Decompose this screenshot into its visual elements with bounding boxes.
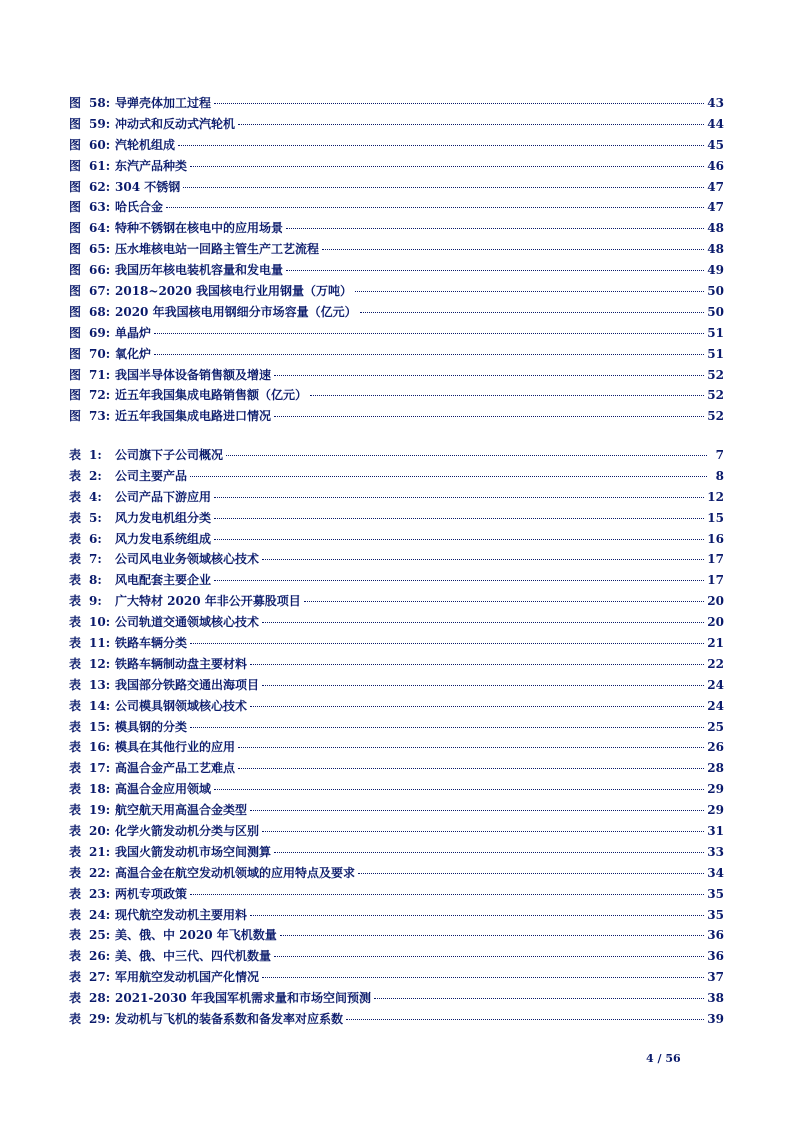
table-number: 17: — [89, 761, 111, 776]
dot-leader — [214, 518, 704, 519]
figure-page-number: 50 — [707, 304, 724, 319]
figure-page-number: 52 — [707, 388, 724, 403]
figure-number: 70: — [89, 346, 111, 361]
dot-leader — [322, 249, 704, 250]
table-page-number: 20 — [707, 615, 724, 630]
figure-title: 氧化炉 — [115, 346, 152, 361]
figure-entry[interactable] — [69, 303, 724, 324]
figure-prefix: 图 — [69, 263, 82, 278]
table-prefix: 表 — [69, 552, 82, 567]
dot-leader — [214, 789, 704, 790]
table-entry[interactable] — [69, 1010, 724, 1031]
table-title: 高温合金在航空发动机领域的应用特点及要求 — [115, 865, 356, 880]
table-entry[interactable] — [69, 759, 724, 780]
table-entry[interactable] — [69, 885, 724, 906]
figure-number: 69: — [89, 325, 111, 340]
table-title: 高温合金应用领域 — [115, 782, 212, 797]
table-title: 军用航空发动机国产化情况 — [115, 970, 260, 985]
table-page-number: 16 — [707, 531, 724, 546]
table-prefix: 表 — [69, 740, 82, 755]
figure-title: 导弹壳体加工过程 — [115, 96, 212, 110]
figure-title: 我国历年核电装机容量和发电量 — [115, 263, 284, 278]
figure-page-number: 47 — [707, 200, 724, 215]
table-number: 21: — [89, 844, 111, 859]
table-title: 模具在其他行业的应用 — [115, 740, 236, 755]
table-prefix: 表 — [69, 615, 82, 630]
table-entry[interactable] — [69, 550, 724, 571]
table-title: 公司模具钢领域核心技术 — [115, 698, 248, 713]
figure-prefix: 图 — [69, 284, 82, 299]
table-page-number: 36 — [707, 949, 724, 964]
table-prefix: 表 — [69, 573, 82, 588]
table-page-number: 26 — [707, 740, 724, 755]
figure-prefix: 图 — [69, 367, 82, 382]
dot-leader — [250, 706, 704, 707]
dot-leader — [214, 539, 704, 540]
table-number: 23: — [89, 886, 111, 901]
dot-leader — [178, 145, 704, 146]
figure-entry[interactable] — [69, 366, 724, 387]
table-entry[interactable] — [69, 738, 724, 759]
table-entry[interactable] — [69, 446, 724, 467]
table-entry[interactable] — [69, 467, 724, 488]
figure-number: 62: — [89, 179, 111, 194]
table-entry[interactable] — [69, 780, 724, 801]
table-page-number: 24 — [707, 698, 724, 713]
table-number: 9: — [89, 594, 102, 609]
dot-leader — [304, 601, 705, 602]
table-entry[interactable] — [69, 530, 724, 551]
table-number: 15: — [89, 719, 111, 734]
table-title: 我国火箭发动机市场空间测算 — [115, 844, 272, 859]
table-page-number: 25 — [707, 719, 724, 734]
figure-number: 59: — [89, 116, 111, 131]
dot-leader — [346, 1019, 704, 1020]
dot-leader — [374, 998, 704, 999]
table-number: 12: — [89, 656, 111, 671]
table-number: 19: — [89, 803, 111, 818]
figure-title: 2018~2020 我国核电行业用钢量（万吨） — [115, 284, 353, 299]
figure-page-number: 46 — [707, 158, 724, 173]
figure-title: 特种不锈钢在核电中的应用场景 — [115, 221, 284, 236]
table-page-number: 37 — [707, 970, 724, 985]
total-pages: 56 — [665, 1052, 681, 1065]
table-prefix: 表 — [69, 448, 82, 462]
figure-prefix: 图 — [69, 96, 82, 110]
table-title: 美、俄、中三代、四代机数量 — [115, 949, 272, 964]
dot-leader — [238, 768, 704, 769]
table-number: 5: — [89, 510, 102, 525]
table-prefix: 表 — [69, 970, 82, 985]
table-list — [69, 446, 724, 1031]
table-title: 广大特材 2020 年非公开募股项目 — [115, 594, 301, 609]
figure-title: 压水堆核电站一回路主管生产工艺流程 — [115, 242, 320, 257]
table-entry[interactable] — [69, 655, 724, 676]
table-page-number: 28 — [707, 761, 724, 776]
figure-entry[interactable] — [69, 386, 724, 407]
dot-leader — [286, 270, 704, 271]
table-prefix: 表 — [69, 489, 82, 504]
table-prefix: 表 — [69, 1012, 82, 1027]
figure-prefix: 图 — [69, 388, 82, 403]
dot-leader — [355, 291, 704, 292]
dot-leader — [250, 810, 704, 811]
dot-leader — [190, 166, 704, 167]
table-title: 高温合金产品工艺难点 — [115, 761, 236, 776]
table-prefix: 表 — [69, 594, 82, 609]
figure-prefix: 图 — [69, 200, 82, 215]
table-number: 2: — [89, 468, 102, 483]
figure-page-number: 51 — [707, 325, 724, 340]
dot-leader — [154, 354, 704, 355]
figure-entry[interactable] — [69, 115, 724, 136]
table-number: 11: — [89, 636, 111, 651]
table-entry[interactable] — [69, 926, 724, 947]
figure-entry[interactable] — [69, 324, 724, 345]
dot-leader — [262, 685, 704, 686]
table-title: 现代航空发动机主要用料 — [115, 907, 248, 922]
figure-page-number: 49 — [707, 263, 724, 278]
table-entry[interactable] — [69, 822, 724, 843]
table-number: 29: — [89, 1012, 111, 1027]
table-prefix: 表 — [69, 510, 82, 525]
figure-prefix: 图 — [69, 158, 82, 173]
table-prefix: 表 — [69, 928, 82, 943]
figure-title: 汽轮机组成 — [115, 137, 176, 152]
figure-number: 63: — [89, 200, 111, 215]
figure-number: 68: — [89, 304, 111, 319]
table-number: 26: — [89, 949, 111, 964]
dot-leader — [250, 664, 704, 665]
figure-prefix: 图 — [69, 325, 82, 340]
table-page-number: 22 — [707, 656, 724, 671]
figure-entry[interactable] — [69, 282, 724, 303]
table-prefix: 表 — [69, 698, 82, 713]
dot-leader — [190, 894, 704, 895]
figure-prefix: 图 — [69, 409, 82, 424]
figure-entry[interactable] — [69, 407, 724, 428]
table-title: 化学火箭发动机分类与区别 — [115, 824, 260, 839]
dot-leader — [166, 207, 704, 208]
dot-leader — [310, 395, 704, 396]
dot-leader — [262, 559, 704, 560]
figure-number: 73: — [89, 409, 111, 424]
figure-entry[interactable] — [69, 198, 724, 219]
figure-number: 60: — [89, 137, 111, 152]
table-number: 18: — [89, 782, 111, 797]
dot-leader — [214, 103, 704, 104]
table-title: 铁路车辆制动盘主要材料 — [115, 656, 248, 671]
dot-leader — [238, 124, 704, 125]
table-number: 22: — [89, 865, 111, 880]
table-entry[interactable] — [69, 989, 724, 1010]
table-number: 4: — [89, 489, 102, 504]
dot-leader — [190, 643, 704, 644]
figure-page-number: 47 — [707, 179, 724, 194]
figure-title: 304 不锈钢 — [115, 179, 181, 194]
dot-leader — [262, 977, 704, 978]
table-entry[interactable] — [69, 592, 724, 613]
figure-prefix: 图 — [69, 242, 82, 257]
figure-title: 近五年我国集成电路销售额（亿元） — [115, 388, 308, 403]
table-entry[interactable] — [69, 634, 724, 655]
dot-leader — [226, 455, 707, 456]
table-prefix: 表 — [69, 844, 82, 859]
dot-leader — [214, 580, 704, 581]
figure-page-number: 48 — [707, 242, 724, 257]
table-page-number: 21 — [707, 636, 724, 651]
table-page-number: 35 — [707, 886, 724, 901]
page-separator: / — [657, 1052, 662, 1065]
table-number: 14: — [89, 698, 111, 713]
figure-entry[interactable] — [69, 219, 724, 240]
table-page-number: 34 — [707, 865, 724, 880]
figure-entry[interactable] — [69, 157, 724, 178]
figure-title: 我国半导体设备销售额及增速 — [115, 367, 272, 382]
dot-leader — [274, 956, 704, 957]
table-title: 模具钢的分类 — [115, 719, 188, 734]
table-prefix: 表 — [69, 468, 82, 483]
dot-leader — [280, 935, 705, 936]
table-page-number: 29 — [707, 803, 724, 818]
table-number: 8: — [89, 573, 102, 588]
dot-leader — [183, 187, 704, 188]
dot-leader — [360, 312, 705, 313]
table-title: 公司产品下游应用 — [115, 489, 212, 504]
table-number: 27: — [89, 970, 111, 985]
figure-number: 65: — [89, 242, 111, 257]
figure-list — [69, 94, 724, 428]
table-entry[interactable] — [69, 613, 724, 634]
dot-leader — [274, 852, 704, 853]
figure-entry[interactable] — [69, 261, 724, 282]
table-entry[interactable] — [69, 697, 724, 718]
table-prefix: 表 — [69, 531, 82, 546]
figure-title: 东汽产品种类 — [115, 158, 188, 173]
table-title: 美、俄、中 2020 年飞机数量 — [115, 928, 277, 943]
table-title: 两机专项政策 — [115, 886, 188, 901]
table-title: 公司主要产品 — [115, 468, 188, 483]
figure-page-number: 45 — [707, 137, 724, 152]
table-page-number: 33 — [707, 844, 724, 859]
table-page-number: 17 — [707, 552, 724, 567]
dot-leader — [274, 375, 704, 376]
table-prefix: 表 — [69, 761, 82, 776]
table-page-number: 7 — [715, 448, 724, 462]
table-page-number: 15 — [707, 510, 724, 525]
table-title: 2021-2030 年我国军机需求量和市场空间预测 — [115, 991, 371, 1006]
figure-page-number: 51 — [707, 346, 724, 361]
figure-page-number: 43 — [707, 96, 724, 110]
dot-leader — [250, 915, 704, 916]
table-prefix: 表 — [69, 949, 82, 964]
table-page-number: 31 — [707, 824, 724, 839]
dot-leader — [190, 476, 707, 477]
table-entry[interactable] — [69, 968, 724, 989]
table-entry[interactable] — [69, 843, 724, 864]
table-prefix: 表 — [69, 886, 82, 901]
table-title: 公司旗下子公司概况 — [115, 448, 224, 462]
table-page-number: 39 — [707, 1012, 724, 1027]
table-prefix: 表 — [69, 656, 82, 671]
table-title: 风力发电系统组成 — [115, 531, 212, 546]
figure-number: 67: — [89, 284, 111, 299]
dot-leader — [286, 228, 704, 229]
table-number: 28: — [89, 991, 111, 1006]
table-page-number: 35 — [707, 907, 724, 922]
figure-number: 64: — [89, 221, 111, 236]
figure-title: 近五年我国集成电路进口情况 — [115, 409, 272, 424]
figure-page-number: 52 — [707, 409, 724, 424]
dot-leader — [238, 747, 704, 748]
figure-entry[interactable] — [69, 178, 724, 199]
figure-title: 哈氏合金 — [115, 200, 164, 215]
figure-number: 58: — [89, 96, 111, 110]
dot-leader — [274, 416, 704, 417]
table-number: 16: — [89, 740, 111, 755]
dot-leader — [358, 873, 704, 874]
table-page-number: 17 — [707, 573, 724, 588]
figure-entry[interactable] — [69, 136, 724, 157]
figure-prefix: 图 — [69, 137, 82, 152]
table-title: 我国部分铁路交通出海项目 — [115, 677, 260, 692]
table-title: 风电配套主要企业 — [115, 573, 212, 588]
table-prefix: 表 — [69, 907, 82, 922]
table-entry[interactable] — [69, 509, 724, 530]
table-number: 10: — [89, 615, 111, 630]
table-page-number: 36 — [707, 928, 724, 943]
figure-prefix: 图 — [69, 346, 82, 361]
table-entry[interactable] — [69, 718, 724, 739]
dot-leader — [262, 622, 704, 623]
table-entry[interactable] — [69, 488, 724, 509]
figure-prefix: 图 — [69, 221, 82, 236]
figure-number: 66: — [89, 263, 111, 278]
table-page-number: 29 — [707, 782, 724, 797]
figure-entry[interactable] — [69, 240, 724, 261]
table-page-number: 20 — [707, 594, 724, 609]
table-entry[interactable] — [69, 801, 724, 822]
table-number: 20: — [89, 824, 111, 839]
table-prefix: 表 — [69, 991, 82, 1006]
table-number: 6: — [89, 531, 102, 546]
figure-page-number: 44 — [707, 116, 724, 131]
dot-leader — [214, 497, 704, 498]
figure-number: 61: — [89, 158, 111, 173]
table-title: 公司风电业务领域核心技术 — [115, 552, 260, 567]
table-number: 7: — [89, 552, 102, 567]
figure-title: 2020 年我国核电用钢细分市场容量（亿元） — [115, 304, 357, 319]
table-title: 航空航天用高温合金类型 — [115, 803, 248, 818]
table-entry[interactable] — [69, 947, 724, 968]
figure-number: 71: — [89, 367, 111, 382]
table-prefix: 表 — [69, 865, 82, 880]
figure-page-number: 50 — [707, 284, 724, 299]
figure-page-number: 52 — [707, 367, 724, 382]
figure-entry[interactable] — [69, 94, 724, 115]
table-entry[interactable] — [69, 676, 724, 697]
table-page-number: 24 — [707, 677, 724, 692]
table-prefix: 表 — [69, 803, 82, 818]
dot-leader — [154, 333, 704, 334]
dot-leader — [262, 831, 704, 832]
figure-prefix: 图 — [69, 179, 82, 194]
current-page-number: 4 — [646, 1052, 654, 1065]
table-title: 铁路车辆分类 — [115, 636, 188, 651]
table-prefix: 表 — [69, 824, 82, 839]
dot-leader — [190, 727, 704, 728]
table-entry[interactable] — [69, 571, 724, 592]
figure-prefix: 图 — [69, 304, 82, 319]
table-prefix: 表 — [69, 636, 82, 651]
figure-title: 冲动式和反动式汽轮机 — [115, 116, 236, 131]
table-number: 25: — [89, 928, 111, 943]
figure-prefix: 图 — [69, 116, 82, 131]
table-title: 发动机与飞机的装备系数和备发率对应系数 — [115, 1012, 344, 1027]
table-page-number: 8 — [715, 468, 724, 483]
page-footer — [646, 1052, 681, 1065]
figure-number: 72: — [89, 388, 111, 403]
figure-entry[interactable] — [69, 345, 724, 366]
table-entry[interactable] — [69, 864, 724, 885]
table-prefix: 表 — [69, 782, 82, 797]
table-page-number: 38 — [707, 991, 724, 1006]
table-title: 风力发电机组分类 — [115, 510, 212, 525]
table-entry[interactable] — [69, 906, 724, 927]
table-page-number: 12 — [707, 489, 724, 504]
table-number: 13: — [89, 677, 111, 692]
figure-title: 单晶炉 — [115, 325, 152, 340]
table-title: 公司轨道交通领域核心技术 — [115, 615, 260, 630]
table-prefix: 表 — [69, 677, 82, 692]
table-number: 24: — [89, 907, 111, 922]
table-prefix: 表 — [69, 719, 82, 734]
table-number: 1: — [89, 448, 102, 462]
figure-page-number: 48 — [707, 221, 724, 236]
